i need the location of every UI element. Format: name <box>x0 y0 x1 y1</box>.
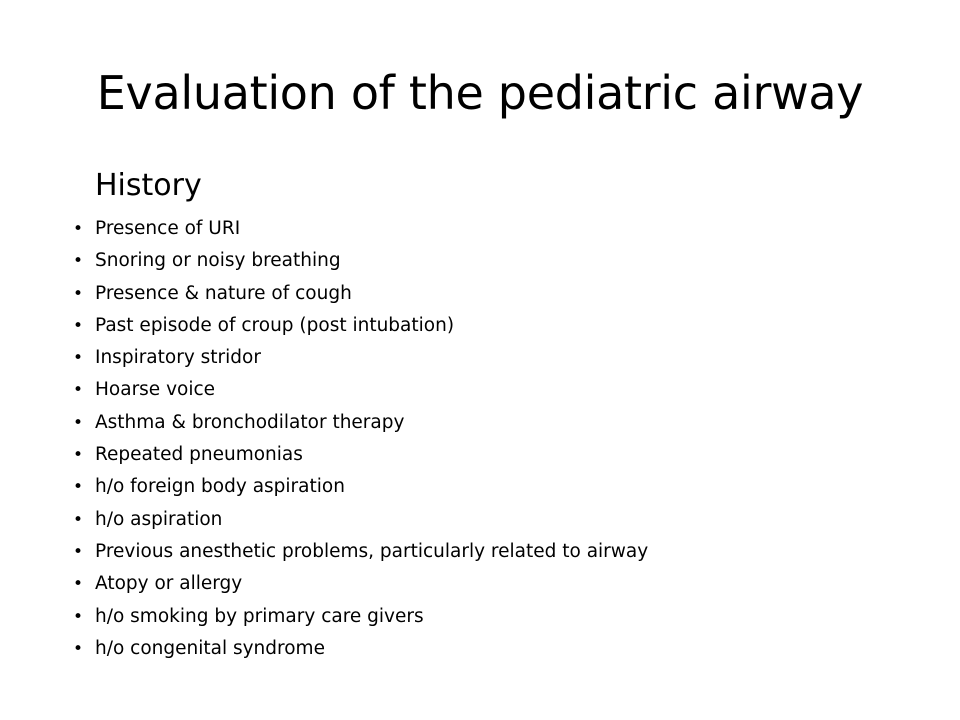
bullet-icon: • <box>73 606 84 627</box>
bullet-icon: • <box>73 445 84 466</box>
section-heading-history: History <box>95 168 202 203</box>
history-bullet-list <box>0 213 960 665</box>
list-item <box>0 633 960 665</box>
list-item-text: Atopy or allergy <box>95 573 243 595</box>
bullet-icon: • <box>73 380 84 401</box>
list-item <box>0 213 960 245</box>
list-item-text: Previous anesthetic problems, particularly related to airway <box>95 540 649 562</box>
bullet-icon: • <box>73 219 84 239</box>
bullet-icon: • <box>73 412 84 433</box>
bullet-icon: • <box>73 348 84 369</box>
list-item-text: h/o smoking by primary care givers <box>95 605 424 627</box>
list-item <box>0 407 960 439</box>
list-item-text: Presence & nature of cough <box>95 282 352 304</box>
list-item-text: Presence of URI <box>95 218 241 239</box>
list-item-text: Past episode of croup (post intubation) <box>95 314 455 336</box>
bullet-icon: • <box>73 477 84 498</box>
bullet-icon: • <box>73 541 84 562</box>
list-item <box>0 439 960 471</box>
list-item <box>0 601 960 633</box>
bullet-icon: • <box>73 638 84 659</box>
list-item-text: h/o foreign body aspiration <box>95 476 345 498</box>
list-item-text: Asthma & bronchodilator therapy <box>95 411 405 433</box>
list-item <box>0 310 960 342</box>
bullet-icon: • <box>73 509 84 530</box>
bullet-icon: • <box>73 283 84 304</box>
bullet-icon: • <box>73 574 84 595</box>
list-item <box>0 278 960 310</box>
list-item-text: h/o aspiration <box>95 508 223 530</box>
bullet-icon: • <box>73 251 84 272</box>
list-item <box>0 568 960 600</box>
list-item <box>0 245 960 277</box>
list-item <box>0 471 960 503</box>
list-item <box>0 374 960 406</box>
list-item-text: h/o congenital syndrome <box>95 637 325 659</box>
list-item <box>0 504 960 536</box>
slide-title: Evaluation of the pediatric airway <box>96 66 864 120</box>
list-item <box>0 536 960 568</box>
list-item-text: Hoarse voice <box>95 379 216 401</box>
bullet-icon: • <box>73 315 84 336</box>
list-item-text: Snoring or noisy breathing <box>95 250 341 272</box>
list-item <box>0 342 960 374</box>
list-item-text: Repeated pneumonias <box>95 444 303 466</box>
list-item-text: Inspiratory stridor <box>95 347 261 369</box>
